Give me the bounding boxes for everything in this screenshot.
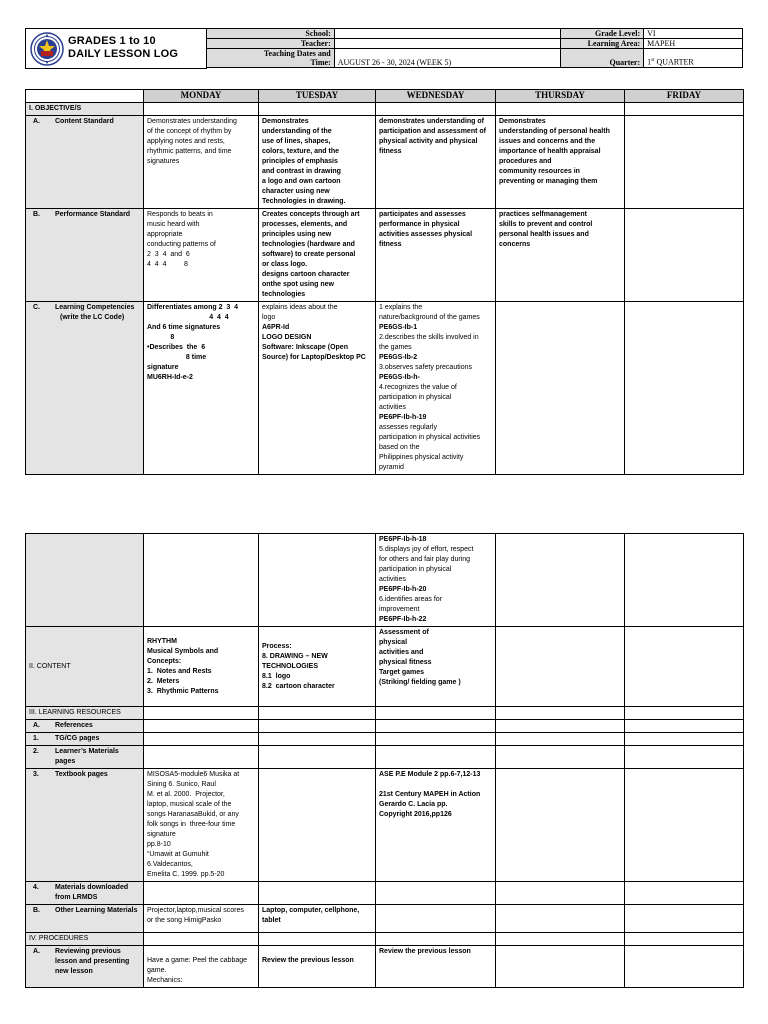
row-label-content-standard xyxy=(26,116,144,209)
empty-cell xyxy=(496,733,625,746)
cell-line: participation in physical xyxy=(379,566,452,573)
cell-line: 1 explains the xyxy=(379,304,423,311)
cell-line: 4 4 4 8 xyxy=(147,261,188,268)
row-text: TG/CG pages xyxy=(55,735,100,742)
empty-cell xyxy=(259,733,376,746)
learning-competencies-wednesday[interactable] xyxy=(376,302,496,475)
title-line1: GRADES 1 to 10 xyxy=(68,35,156,47)
cell-line: TECHNOLOGIES xyxy=(262,662,319,670)
cell-line: character using new xyxy=(262,188,330,195)
content-standard-wednesday[interactable] xyxy=(376,116,496,209)
cell-line: designs cartoon character xyxy=(262,271,350,278)
teaching-dates-label-line1: Teaching Dates and xyxy=(263,49,331,58)
cell-line: Target games xyxy=(379,669,424,676)
row-number: A. xyxy=(33,722,40,729)
content-monday[interactable] xyxy=(144,627,259,707)
section-learning-resources: III. LEARNING RESOURCES xyxy=(26,707,144,720)
cell-line: physical fitness xyxy=(379,659,432,666)
row-label-tg-pages xyxy=(26,733,144,746)
cell-line: understanding of the xyxy=(262,128,332,135)
cell-line: Demonstrates xyxy=(262,118,309,125)
row-label-lrmds xyxy=(26,882,144,905)
section-objectives: I. OBJECTIVE/S xyxy=(26,103,144,116)
cell-line: explains ideas about the xyxy=(262,304,338,311)
cell-line: physical activity and physical xyxy=(379,138,478,145)
row-number: 4. xyxy=(33,884,39,891)
cell-line: demonstrates understanding of xyxy=(379,118,485,125)
row-text-line2: (write the LC Code) xyxy=(60,314,125,321)
cell-line: or the song HimigPasko xyxy=(147,917,222,924)
continued-monday xyxy=(144,534,259,627)
content-friday xyxy=(625,627,744,707)
cell-line: 8. DRAWING – NEW xyxy=(262,652,328,660)
learning-area-value[interactable]: MAPEH xyxy=(644,39,743,49)
cell-line: 3.observes safety precautions xyxy=(379,364,472,371)
grade-level-value[interactable]: VI xyxy=(644,29,743,39)
cell-line: PE6PF-Ib-h-22 xyxy=(379,616,427,623)
empty-cell xyxy=(376,882,496,905)
teaching-dates-value[interactable]: AUGUST 26 - 30, 2024 (WEEK 5) xyxy=(334,49,561,68)
cell-line: Have a game: Peel the cabbage xyxy=(147,957,248,964)
cell-line: 2. Meters xyxy=(147,677,180,685)
cell-line: technologies xyxy=(262,291,306,298)
performance-standard-wednesday[interactable] xyxy=(376,209,496,302)
row-label-lm-pages xyxy=(26,746,144,769)
empty-cell xyxy=(625,882,744,905)
row-text: Performance Standard xyxy=(55,211,131,218)
reviewing-wednesday[interactable] xyxy=(376,946,496,988)
cell-line: practices selfmanagement xyxy=(499,211,587,218)
row-number: A. xyxy=(33,948,40,955)
performance-standard-thursday[interactable] xyxy=(496,209,625,302)
cell-line: activities xyxy=(379,576,406,583)
cell-line: Process: xyxy=(262,642,292,650)
quarter-suffix: st xyxy=(651,58,655,64)
cell-line: physical xyxy=(379,639,408,646)
day-header-tuesday: TUESDAY xyxy=(259,90,376,103)
row-text-line1: Learning Competencies xyxy=(55,304,135,311)
empty-cell xyxy=(259,707,376,720)
learning-competencies-tuesday[interactable] xyxy=(259,302,376,475)
cell-line: Demonstrates understanding xyxy=(147,118,237,125)
row-text: Content Standard xyxy=(55,118,114,125)
cell-line: pyramid xyxy=(379,464,404,471)
content-tuesday[interactable] xyxy=(259,627,376,707)
empty-cell xyxy=(144,882,259,905)
cell-line: conducting patterns of xyxy=(147,241,216,248)
cell-line: Source) for Laptop/Desktop PC xyxy=(262,354,366,361)
empty-cell xyxy=(259,933,376,946)
row-number: C. xyxy=(33,304,40,311)
empty-cell xyxy=(259,746,376,769)
textbook-wednesday[interactable] xyxy=(376,769,496,882)
cell-line: participation in physical xyxy=(379,394,452,401)
empty-cell xyxy=(144,707,259,720)
cell-line: 4 4 4 xyxy=(147,314,229,321)
cell-line: 6.identifies areas for xyxy=(379,596,443,603)
cell-line: And 6 time signatures xyxy=(147,324,221,331)
performance-standard-monday[interactable] xyxy=(144,209,259,302)
cell-line: use of lines, shapes, xyxy=(262,138,331,145)
cell-line: Concepts: xyxy=(147,657,182,665)
empty-cell xyxy=(144,720,259,733)
empty-cell xyxy=(259,103,376,116)
cell-line: 1. Notes and Rests xyxy=(147,667,212,675)
row-number: 2. xyxy=(33,748,39,755)
cell-line: concerns xyxy=(499,241,531,248)
other-materials-tuesday[interactable] xyxy=(259,905,376,933)
cell-line: laptop, musical scale of the xyxy=(147,801,232,808)
empty-cell xyxy=(496,933,625,946)
cell-line: MU6RH-Id-e-2 xyxy=(147,374,193,381)
cell-line: music heard with xyxy=(147,221,200,228)
cell-line: tablet xyxy=(262,917,281,924)
cell-line: PE6PF-Ib-h-19 xyxy=(379,414,427,421)
empty-cell xyxy=(259,720,376,733)
cell-line: participation in physical activities xyxy=(379,434,481,441)
cell-line: RHYTHM xyxy=(147,637,177,645)
title-line2: DAILY LESSON LOG xyxy=(68,48,179,60)
empty-cell xyxy=(625,103,744,116)
section-procedures: IV. PROCEDURES xyxy=(26,933,144,946)
row-text: References xyxy=(55,722,93,729)
cell-line: rhythmic patterns, and time xyxy=(147,148,232,155)
cell-line: Review the previous lesson xyxy=(379,948,471,955)
teacher-value[interactable] xyxy=(334,39,561,49)
cell-line xyxy=(379,780,492,790)
content-wednesday[interactable] xyxy=(376,627,496,707)
empty-cell xyxy=(496,707,625,720)
cell-line: 8.1 logo xyxy=(262,672,291,680)
continued-label-cell xyxy=(26,534,144,627)
empty-cell xyxy=(376,905,496,933)
cell-line: Philippines physical activity xyxy=(379,454,464,461)
cell-line: PE6GS-Ib-2 xyxy=(379,354,418,361)
cell-line: folk songs in three-four time xyxy=(147,821,236,828)
empty-cell xyxy=(625,905,744,933)
day-header-friday: FRIDAY xyxy=(625,90,744,103)
cell-line: Review the previous lesson xyxy=(262,957,354,964)
log-header xyxy=(25,28,743,70)
header-info-table xyxy=(206,28,743,68)
row-label-reviewing xyxy=(26,946,144,988)
cell-line: for others and fair play during xyxy=(379,556,471,563)
performance-standard-tuesday[interactable] xyxy=(259,209,376,302)
day-header-wednesday: WEDNESDAY xyxy=(376,90,496,103)
cell-line: Musical Symbols and xyxy=(147,647,219,655)
continued-thursday xyxy=(496,534,625,627)
empty-cell xyxy=(496,946,625,988)
cell-line: issues and concerns and the xyxy=(499,138,596,145)
quarter-number: 1 xyxy=(647,58,652,67)
continued-friday xyxy=(625,534,744,627)
cell-line: (Striking/ fielding game ) xyxy=(379,679,461,686)
cell-line: appropriate xyxy=(147,231,183,238)
cell-line: PE6GS-Ib-1 xyxy=(379,324,418,331)
cell-line: signatures xyxy=(147,158,180,165)
empty-cell xyxy=(625,746,744,769)
day-header-monday: MONDAY xyxy=(144,90,259,103)
cell-line: MISOSA5-module6 Musika at xyxy=(147,771,240,778)
cell-line: Mechanics: xyxy=(147,977,183,984)
cell-line: technologies (hardware and xyxy=(262,241,355,248)
lesson-table-page2 xyxy=(25,533,744,988)
cell-line: Software: Inkscape (Open xyxy=(262,344,348,351)
row-label-textbook-pages xyxy=(26,769,144,882)
cell-line: Gerardo C. Lacia pp. xyxy=(379,801,448,808)
empty-cell xyxy=(496,905,625,933)
empty-cell xyxy=(496,746,625,769)
cell-line: importance of health appraisal xyxy=(499,148,601,155)
cell-line: colors, texture, and the xyxy=(262,148,340,155)
cell-line: processes, elements, and xyxy=(262,221,348,228)
title-box xyxy=(25,28,207,69)
cell-line: game. xyxy=(147,967,167,974)
row-number: B. xyxy=(33,211,40,218)
cell-line: 8.2 cartoon character xyxy=(262,682,335,690)
cell-line: participates and assesses xyxy=(379,211,466,218)
empty-cell xyxy=(144,733,259,746)
corner-cell xyxy=(26,90,144,103)
cell-line: Demonstrates xyxy=(499,118,546,125)
learning-competencies-friday[interactable] xyxy=(625,302,744,475)
cell-line: PE6PF-Ib-h-18 xyxy=(379,536,427,543)
cell-line: Laptop, computer, cellphone, xyxy=(262,907,360,914)
cell-line: activities xyxy=(379,404,406,411)
cell-line: software) to create personal xyxy=(262,251,356,258)
cell-line: 2 3 4 and 6 xyxy=(147,251,190,258)
continued-tuesday xyxy=(259,534,376,627)
section-content: II. CONTENT xyxy=(26,627,144,707)
cell-line: 6.Valdecantos, xyxy=(147,861,193,868)
cell-line: principles of emphasis xyxy=(262,158,338,165)
cell-line: performance in physical xyxy=(379,221,460,228)
cell-line: participation and assessment of xyxy=(379,128,486,135)
empty-cell xyxy=(259,882,376,905)
empty-cell xyxy=(625,720,744,733)
cell-line: fitness xyxy=(379,241,402,248)
lesson-table-page1 xyxy=(25,89,744,475)
cell-line: Assessment of xyxy=(379,629,429,636)
cell-line: 21st Century MAPEH in Action xyxy=(379,791,481,798)
cell-line: “Umawit at Gumuhit xyxy=(147,851,209,858)
empty-cell xyxy=(625,707,744,720)
empty-cell xyxy=(625,733,744,746)
cell-line: community resources in xyxy=(499,168,580,175)
cell-line: the games xyxy=(379,344,412,351)
cell-line: a logo and own cartoon xyxy=(262,178,341,185)
empty-cell xyxy=(376,733,496,746)
cell-line: ASE P.E Module 2 pp.6-7,12-13 xyxy=(379,771,481,778)
cell-line: Responds to beats in xyxy=(147,211,213,218)
row-text: Textbook pages xyxy=(55,771,108,778)
cell-line: 4.recognizes the value of xyxy=(379,384,457,391)
row-label-other-materials xyxy=(26,905,144,933)
row-text: Reviewing previous lesson and presenting new lesson xyxy=(55,948,130,975)
cell-line: or class logo. xyxy=(262,261,308,268)
cell-line: PE6GS-Ib-h- xyxy=(379,374,420,381)
cell-line: principles using new xyxy=(262,231,332,238)
cell-line: 2.describes the skills involved in xyxy=(379,334,479,341)
empty-cell xyxy=(496,882,625,905)
continued-wednesday[interactable] xyxy=(376,534,496,627)
other-materials-monday[interactable] xyxy=(144,905,259,933)
cell-line: and contrast in drawing xyxy=(262,168,341,175)
learning-competencies-thursday[interactable] xyxy=(496,302,625,475)
content-thursday xyxy=(496,627,625,707)
teaching-dates-label xyxy=(207,49,335,68)
cell-line: assesses regularly xyxy=(379,424,437,431)
cell-line: •Describes the 6 xyxy=(147,344,206,351)
row-text: Learner’s Materials pages xyxy=(55,748,119,765)
cell-line: Projector,laptop,musical scores xyxy=(147,907,244,914)
cell-line: 5.displays joy of effort, respect xyxy=(379,546,474,553)
performance-standard-friday[interactable] xyxy=(625,209,744,302)
cell-line: onthe spot using new xyxy=(262,281,334,288)
row-text: Other Learning Materials xyxy=(55,907,138,914)
empty-cell xyxy=(376,933,496,946)
cell-line: 3. Rhythmic Patterns xyxy=(147,687,219,695)
quarter-label: Quarter: xyxy=(561,49,644,68)
cell-line: improvement xyxy=(379,606,420,613)
empty-cell xyxy=(144,103,259,116)
cell-line: Technologies in drawing. xyxy=(262,198,346,205)
learning-competencies-monday[interactable] xyxy=(144,302,259,475)
cell-line: 8 xyxy=(147,334,175,341)
cell-line: signature xyxy=(147,364,179,371)
empty-cell xyxy=(625,946,744,988)
row-label-references xyxy=(26,720,144,733)
cell-line: songs HaranasaBukid, or any xyxy=(147,811,239,818)
cell-line: signature xyxy=(147,831,176,838)
row-text: Materials downloaded from LRMDS xyxy=(55,884,129,901)
empty-cell xyxy=(625,933,744,946)
content-standard-monday[interactable] xyxy=(144,116,259,209)
cell-line: based on the xyxy=(379,444,420,451)
quarter-text: QUARTER xyxy=(654,58,694,67)
cell-line: activities and xyxy=(379,649,424,656)
cell-line: Emelita C. 1999. pp.5-20 xyxy=(147,871,225,878)
empty-cell xyxy=(376,103,496,116)
cell-line: skills to prevent and control xyxy=(499,221,593,228)
empty-cell xyxy=(144,933,259,946)
empty-cell xyxy=(496,103,625,116)
cell-line: Differentiates among 2 3 4 xyxy=(147,304,239,311)
row-number: 3. xyxy=(33,771,39,778)
cell-line: understanding of personal health xyxy=(499,128,610,135)
cell-line: Sining 6. Sunico, Raul xyxy=(147,781,216,788)
cell-line: pp.8-10 xyxy=(147,841,171,848)
cell-line: personal health issues and xyxy=(499,231,589,238)
learning-area-label: Learning Area: xyxy=(561,39,644,49)
quarter-value[interactable] xyxy=(644,49,743,68)
cell-line: Creates concepts through art xyxy=(262,211,360,218)
content-standard-thursday[interactable] xyxy=(496,116,625,209)
teaching-dates-label-line2: Time: xyxy=(310,58,331,67)
cell-line: A6PR-Id xyxy=(262,324,290,331)
reviewing-tuesday[interactable] xyxy=(259,946,376,988)
cell-line: preventing or managing them xyxy=(499,178,598,185)
textbook-monday[interactable] xyxy=(144,769,259,882)
cell-line: applying notes and rests, xyxy=(147,138,225,145)
row-label-learning-competencies xyxy=(26,302,144,475)
grade-level-label: Grade Level: xyxy=(561,29,644,39)
cell-line: 8 time xyxy=(147,354,207,361)
textbook-tuesday xyxy=(259,769,376,882)
cell-line: M. et al. 2000. Projector, xyxy=(147,791,225,798)
cell-line: activities assesses physical xyxy=(379,231,473,238)
row-number: B. xyxy=(33,907,40,914)
empty-cell xyxy=(376,707,496,720)
reviewing-monday[interactable] xyxy=(144,946,259,988)
content-standard-friday[interactable] xyxy=(625,116,744,209)
cell-line: procedures and xyxy=(499,158,552,165)
cell-line: Copyright 2016,pp126 xyxy=(379,811,452,818)
empty-cell xyxy=(144,746,259,769)
school-label: School: xyxy=(207,29,335,39)
empty-cell xyxy=(496,720,625,733)
empty-cell xyxy=(376,746,496,769)
cell-line: PE6PF-Ib-h-20 xyxy=(379,586,427,593)
cell-line: of the concept of rhythm by xyxy=(147,128,232,135)
row-text xyxy=(55,303,134,323)
content-standard-tuesday[interactable] xyxy=(259,116,376,209)
teacher-label: Teacher: xyxy=(207,39,335,49)
empty-cell xyxy=(376,720,496,733)
cell-line: fitness xyxy=(379,148,402,155)
textbook-thursday xyxy=(496,769,625,882)
row-number: A. xyxy=(33,118,40,125)
cell-line: nature/background of the games xyxy=(379,314,480,321)
row-number: 1. xyxy=(33,735,39,742)
cell-line: logo xyxy=(262,314,276,321)
school-value[interactable] xyxy=(334,29,561,39)
deped-seal-icon xyxy=(30,32,64,66)
textbook-friday xyxy=(625,769,744,882)
row-label-performance-standard xyxy=(26,209,144,302)
cell-line: LOGO DESIGN xyxy=(262,334,312,341)
day-header-thursday: THURSDAY xyxy=(496,90,625,103)
